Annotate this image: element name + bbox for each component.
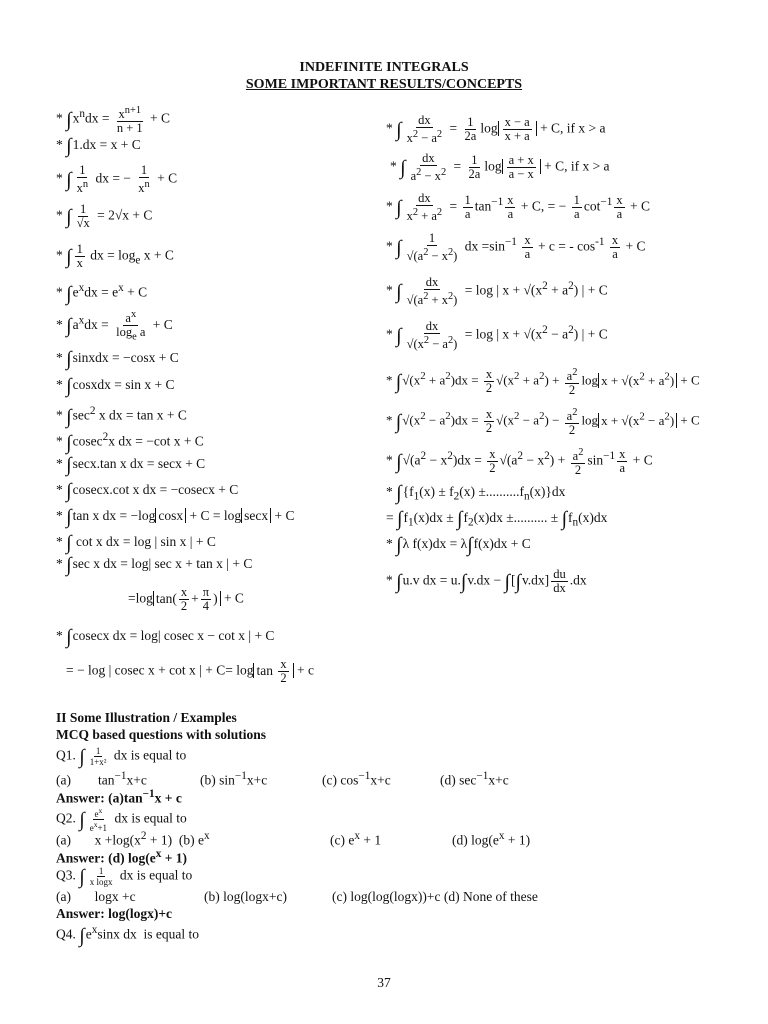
formula-cot: * ∫ cot x dx = log | sin x | + C (56, 532, 216, 554)
formula-cosec-squared: * ∫cosec$^2$x dx = −cot x + C (56, 431, 204, 454)
page-number: 37 (377, 975, 391, 990)
formula-integration-by-parts: * ∫u.v dx = u.∫v.dx − ∫[∫v.dx] $\frac{du}{dx}$ .dx (386, 567, 587, 595)
formula-sec: * ∫sec x dx = log| sec x + tan x | + C (56, 554, 253, 576)
q2-option-c: (c) $e^x + 1$ (330, 830, 382, 848)
formula-cosec-cot: * ∫cosecx.cot x dx = −cosecx + C (56, 480, 239, 502)
formula-sec-alt: =log tan( $\frac{x}{2}$ + $\frac{\pi}{4}$ ) + C (128, 585, 244, 613)
formula-general-exponential: * $\int a^xdx$ = $\frac{a^x}{\log_e a}$ + C (56, 309, 173, 343)
formula-sec-squared: * $\int\sec^2$ x dx = tan x + C (56, 405, 187, 428)
formula-sqrt-a2-minus-x2: * $\int√(a^2 - x^2)dx$ = $\frac{x}{2}$ $√(a^2 - x^2)$ + $\frac{a^2}{2}$ $\sin^{-1}$ $\frac{x}{a}$ + C (386, 447, 653, 478)
q1-option-d: (d) $\sec^{-1}x+c$ (440, 770, 509, 788)
formula-sin: * ∫sinxdx = −cosx + C (56, 348, 179, 370)
question-3: Q3. ∫ $\frac{1}{\text{x logx}}$ dx is equal to (56, 865, 193, 888)
formula-tan: * ∫tan x dx = −log cosx + C = log secx + C (56, 506, 295, 528)
q1-option-a: (a) $\tan^{-1}x+c$ (56, 770, 147, 788)
question-1: Q1. ∫ $\frac{1}{\text{1+x²}}$ dx is equal to (56, 745, 187, 768)
formula-constant: * ∫1.dx = x + C (56, 135, 141, 157)
formula-x2-minus-a2: * ∫ $\frac{dx}{x^2 - a^2}$ = $\frac{1}{2a}$ log $\frac{x - a}{x + a}$ + C, if x > a (386, 113, 606, 146)
q1-answer: Answer: $(a)\tan^{-1}x + c$ (56, 788, 182, 806)
question-2: Q2. ∫ $\frac{e^x}{e^x+1}$ dx is equal to (56, 806, 187, 833)
formula-sqrt-x2-minus-a2: * $\int√(x^2 - a^2)dx$ = $\frac{x}{2}$ $√(x^2 - a^2)$ − $\frac{a^2}{2}$ $\log x + √(x^2 - a^2) + C$ (386, 407, 700, 438)
formula-cos: * ∫cosxdx = sin x + C (56, 375, 175, 397)
formula-sum-rule: * $\int\{f_1(x) \pm f_2(x) \pm..........f_n(x)\}dx$ (386, 482, 566, 504)
q3-option-a: (a) logx +c (56, 889, 136, 904)
formula-reciprocal: * ∫ $\frac{1}{x}$ dx = $\log_e x + C$ (56, 242, 174, 270)
formula-cosec-alt: = − log | cosec x + cot x | + C= log tan $\frac{x}{2}$ + c (66, 657, 314, 685)
formula-a2-minus-x2: * ∫ $\frac{dx}{a^2 - x^2}$ = $\frac{1}{2a}$ log $\frac{a + x}{a - x}$ + C, if x > a (390, 151, 610, 184)
question-4: Q4. $\int e^x\sin x$ dx is equal to (56, 924, 199, 947)
q2-option-a-b: (a) $x +\log(x^2 + 1)$ (b) $e^x$ (56, 830, 210, 848)
page-subtitle: SOME IMPORTANT RESULTS/CONCEPTS (245, 77, 523, 92)
formula-inverse-power: * ∫ $\frac{1}{x^n}$ dx = − $\frac{1}{x^n}$ + C (56, 163, 178, 196)
formula-exponential: * $\int e^xdx = e^x + C$ (56, 282, 148, 305)
formula-inverse-sqrt: * ∫ $\frac{1}{√x}$ = 2√x + C (56, 202, 153, 230)
q1-option-b: (b) $\sin^{-1}x+c$ (200, 770, 268, 788)
formula-power-rule: * $\int x^ndx$ = $\frac{x^{n+1}}{n + 1}$ + C (56, 105, 171, 136)
q2-answer: Answer: (d) $\log(e^x + 1)$ (56, 848, 188, 866)
q2-option-d: (d) $\log(e^x + 1)$ (452, 830, 531, 848)
page-title: INDEFINITE INTEGRALS (299, 60, 469, 75)
section-subheading: MCQ based questions with solutions (56, 727, 267, 742)
q3-option-c-d: (c) log(log(logx))+c (d) None of these (332, 889, 538, 904)
formula-constant-multiple: * ∫λ f(x)dx = λ∫f(x)dx + C (386, 534, 531, 556)
formula-log-sqrt-plus: * ∫ $\frac{dx}{√(a^2 + x^2)}$ = log | $x + √(x^2 + a^2)$ | + C (386, 275, 608, 308)
formula-x2-plus-a2: * ∫ $\frac{dx}{x^2 + a^2}$ = $\frac{1}{a}$ $\tan^{-1}$ $\frac{x}{a}$ + C, = − $\frac{1}{a}$ $\cot^{-1}$ $\frac{x}{a}$ + C (386, 191, 650, 224)
formula-log-sqrt-minus: * ∫ $\frac{dx}{√(x^2 - a^2)}$ = log | $x + √(x^2 - a^2)$ | + C (386, 319, 608, 352)
section-heading: II Some Illustration / Examples (56, 710, 237, 725)
formula-cosec: * ∫cosecx dx = log| cosec x − cot x | + C (56, 626, 275, 648)
q3-option-b: (b) log(logx+c) (204, 889, 287, 904)
formula-sum-rule-expanded: = $\int f_1(x)dx \pm \int f_2(x)dx$ ±.......... ± $\int f_n(x)dx$ (386, 508, 608, 530)
q1-option-c: (c) $\cos^{-1}x+c$ (322, 770, 391, 788)
formula-sec-tan: * ∫secx.tan x dx = secx + C (56, 454, 206, 476)
formula-sqrt-x2-plus-a2: * $\int√(x^2 + a^2)dx$ = $\frac{x}{2}$ $√(x^2 + a^2)$ + $\frac{a^2}{2}$ $\log x + √(x^2 + a^2) + C$ (386, 367, 700, 398)
q3-answer: Answer: log(logx)+c (56, 906, 173, 921)
formula-inverse-sine: * ∫ $\frac{1}{√(a^2 - x^2)}$ dx $=\sin^{-1}$ $\frac{x}{a}$ + c = - $\cos^{-1}$ $\frac{x}{a}$ + C (386, 231, 646, 264)
